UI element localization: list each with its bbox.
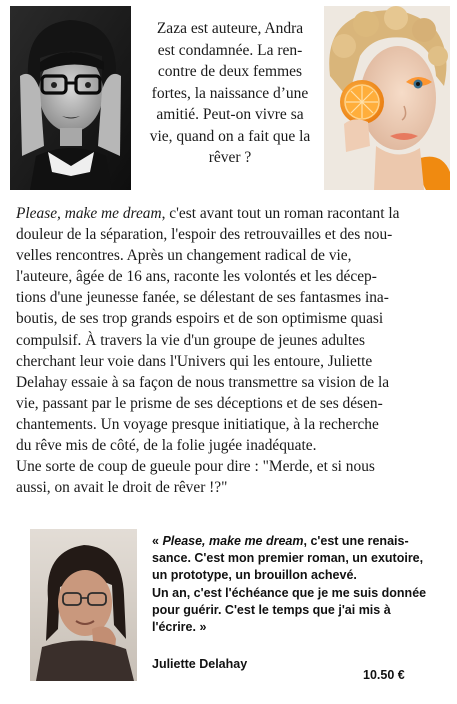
intro-line: fortes, la naissance d’une xyxy=(151,84,309,102)
quote-line: , c'est une renais- xyxy=(303,534,409,548)
intro-line: vie, quand on a fait que la xyxy=(149,127,311,145)
synopsis-line: aussi, on avait le droit de rêver !?" xyxy=(16,479,228,497)
author-photo xyxy=(30,529,137,681)
synopsis-line: Delahay essaie à sa façon de nous transmettre sa vision de la xyxy=(16,373,390,391)
synopsis-line: Une sorte de coup de gueule pour dire : "Merde, et si nous xyxy=(16,458,375,476)
portrait-orange-photo xyxy=(324,6,450,190)
quote-line: un prototype, un brouillon achevé. xyxy=(152,568,357,583)
intro-line: contre de deux femmes xyxy=(157,63,303,80)
synopsis-line: chantements. Un voyage presque initiatique, à la recherche xyxy=(16,415,379,433)
intro-line: est condamnée. La ren- xyxy=(157,41,303,59)
intro-line: rêver ? xyxy=(208,149,252,166)
synopsis-first-line: , c'est avant tout un roman racontant la xyxy=(161,205,400,222)
synopsis-line: du rêve mis de côté, de la folie jugée inadéquate. xyxy=(16,437,317,455)
synopsis-line: cherchant leur voie dans l'Univers qui les entoure, Juliette xyxy=(16,352,373,370)
synopsis-line: velles rencontres. Après un changement radical de vie, xyxy=(16,247,352,265)
intro-line: Zaza est auteure, Andra xyxy=(156,20,304,37)
synopsis-paragraph xyxy=(16,203,442,456)
quote-line: l'écrire. » xyxy=(152,620,207,635)
quote-book-title: Please, make me dream xyxy=(162,534,304,548)
quote-line: sance. C'est mon premier roman, un exutoire, xyxy=(152,551,424,566)
synopsis-line: tions d'une jeunesse fanée, se délestant de ses fantasmes ina- xyxy=(16,289,389,307)
synopsis-line: l'auteure, âgée de 16 ans, raconte les volontés et les décep- xyxy=(16,268,377,286)
synopsis-line: vie, passant par le prisme de ses déceptions et de ses désen- xyxy=(16,394,383,412)
quote-open-mark: « xyxy=(152,534,163,548)
synopsis-line: douleur de la séparation, l'espoir des retrouvailles et des nou- xyxy=(16,226,393,244)
quote-paragraph xyxy=(152,585,450,637)
synopsis-line: compulsif. À travers la vie d'un groupe de jeunes adultes xyxy=(16,331,365,349)
quote-line: pour guérir. C'est le temps que j'ai mis à xyxy=(152,602,391,617)
quote-line: Un an, c'est l'échéance que je me suis donnée xyxy=(152,585,427,600)
book-title: Please, make me dream xyxy=(16,205,162,222)
synopsis-line: boutis, de ses trop grands espoirs et de son optimisme quasi xyxy=(16,310,384,328)
intro-line: amitié. Peut-on vivre sa xyxy=(156,106,304,123)
synopsis xyxy=(16,203,442,498)
author-quote xyxy=(152,533,450,636)
synopsis-closing xyxy=(16,456,442,498)
quote-paragraph xyxy=(152,533,450,585)
portrait-glasses-photo xyxy=(10,6,131,190)
intro-text xyxy=(144,18,316,169)
author-name: Juliette Delahay xyxy=(152,657,248,671)
price: 10.50 € xyxy=(363,668,405,682)
